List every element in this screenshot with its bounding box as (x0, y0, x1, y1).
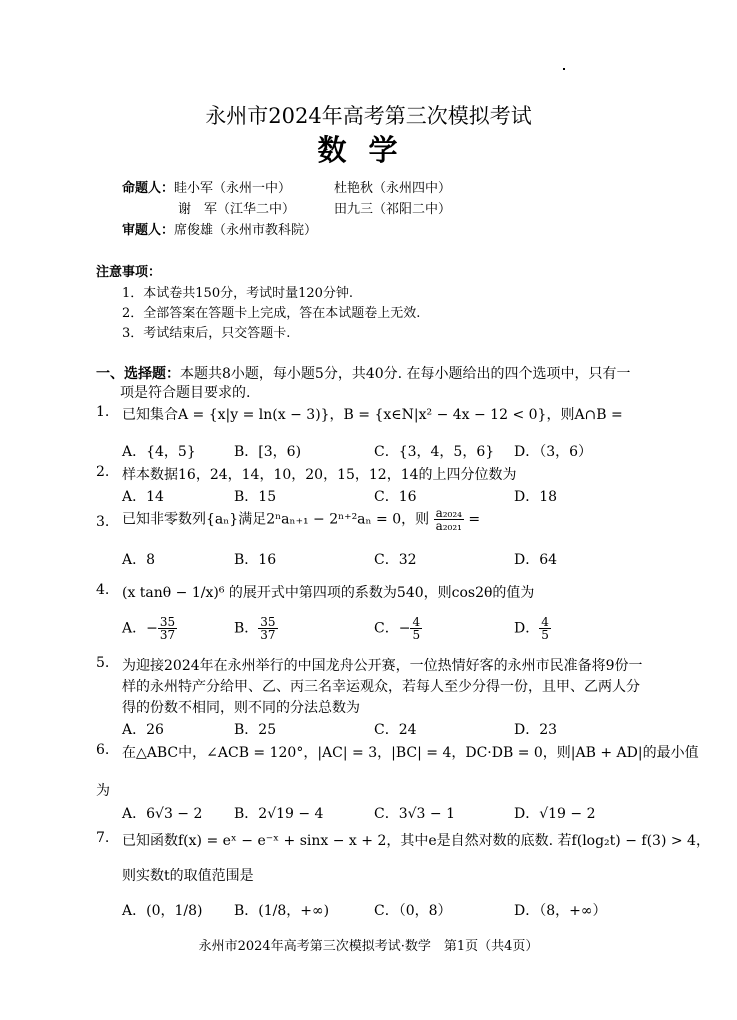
note-item: 1．本试卷共150分，考试时量120分钟. (122, 286, 354, 301)
notes-heading: 注意事项： (96, 265, 162, 280)
option-fraction (539, 616, 551, 641)
question-7-line2: 则实数t的取值范围是 (122, 868, 254, 884)
question-6-text: 在△ABC中，∠ACB = 120°，|AC| = 3，|BC| = 4，DC·DB = 0，则|AB + AD|的最小值 (122, 745, 699, 761)
q3-frac-num: a₂₀₂₄ (435, 506, 462, 520)
question-number: 2. (96, 464, 110, 480)
question-number: 3. (96, 514, 110, 530)
q4-text: 的展开式中第四项的系数为540，则cos2θ的值为 (228, 585, 535, 601)
note-item: 2．全部答案在答题卡上完成，答在本试题卷上无效. (122, 306, 421, 321)
q5-option-c: C．24 (374, 722, 417, 738)
q3-frac-den: a₂₀₂₁ (435, 519, 462, 533)
q3-text: 已知非零数列{aₙ}满足2ⁿaₙ₊₁ − 2ⁿ⁺²aₙ = 0，则 (122, 511, 430, 528)
section-1-text: 本题共8小题，每小题5分，共40分. 在每小题给出的四个选项中，只有一 (180, 366, 631, 382)
reviewer-label: 审题人： (122, 223, 175, 238)
question-2-text: 样本数据16，24，14，10，20，15，12，14的上四分位数为 (122, 467, 517, 483)
q7-option-c: C．（0，8） (374, 903, 452, 919)
q2-option-b: B．15 (234, 489, 277, 505)
q3-tail: = (463, 511, 481, 528)
q5-option-d: D．23 (514, 722, 558, 738)
proposer-3: 谢 军（江华二中） (178, 202, 296, 217)
question-4-text (122, 582, 534, 602)
exam-title: 永州市2024年高考第三次模拟考试 (205, 104, 532, 128)
q3-option-c: C．32 (374, 552, 417, 568)
option-fraction (410, 616, 422, 641)
q5-option-b: B．25 (234, 722, 277, 738)
question-number: 6. (96, 742, 110, 758)
frac-den: 5 (541, 628, 549, 642)
question-number: 1. (96, 404, 110, 420)
proposers-label: 命题人： (122, 181, 175, 196)
frac-num: 4 (541, 615, 549, 629)
page-footer: 永州市2024年高考第三次模拟考试·数学 第1页（共4页） (198, 939, 539, 954)
section-1-text-cont: 项是符合题目要求的. (120, 385, 251, 401)
q3-option-a: A．8 (122, 552, 156, 568)
option-letter: C． (374, 620, 399, 637)
question-number: 7. (96, 830, 110, 846)
frac-num: 35 (260, 615, 276, 629)
reviewer-line (122, 219, 317, 238)
option-sign: − (398, 620, 411, 637)
proposer-4: 田九三（祁阳二中） (334, 202, 452, 217)
frac-num: 4 (412, 615, 421, 629)
proposer-2: 杜艳秋（永州四中） (334, 181, 452, 196)
question-number: 4. (96, 582, 110, 598)
q6-option-b: B．2√19 − 4 (234, 806, 324, 822)
question-5-line3: 得的份数不相同，则不同的分法总数为 (122, 700, 360, 716)
frac-num: 35 (159, 615, 176, 629)
question-1-text: 已知集合A = {x|y = ln(x − 3)}，B = {x∈N|x² − 4x − 12 < 0}，则A∩B = (122, 407, 623, 423)
frac-den: 37 (260, 628, 276, 642)
question-5-line1: 为迎接2024年在永州举行的中国龙舟公开赛，一位热情好客的永州市民准备将9份一 (122, 658, 643, 674)
option-fraction (158, 616, 177, 641)
q4-expression: (x tanθ − 1/x)⁶ (122, 585, 225, 601)
scan-dot (563, 68, 565, 70)
q5-option-a: A．26 (122, 722, 164, 738)
question-3-text (122, 507, 480, 532)
q7-option-d: D．（8，+∞） (514, 903, 607, 919)
option-letter: B． (234, 620, 259, 637)
section-1-label: 一、选择题： (96, 366, 180, 382)
proposer-1: 眭小军（永州一中） (174, 181, 292, 196)
question-number: 5. (96, 655, 110, 671)
q4-option-b (234, 616, 278, 641)
q3-fraction (434, 507, 464, 532)
q2-option-d: D．18 (514, 489, 558, 505)
q1-option-b: B．[3，6) (234, 444, 302, 460)
frac-den: 5 (412, 628, 421, 642)
q1-option-a: A．{4，5} (122, 444, 196, 460)
q7-option-a: A．(0，1/8) (122, 903, 203, 919)
q3-option-d: D．64 (514, 552, 558, 568)
q4-option-c (374, 616, 422, 641)
option-letter: A． (122, 620, 147, 637)
q7-option-b: B．(1/8，+∞) (234, 903, 330, 919)
option-fraction (258, 616, 277, 641)
question-5-line2: 样的永州特产分给甲、乙、丙三名幸运观众，若每人至少分得一份，且甲、乙两人分 (122, 679, 640, 695)
q1-option-c: C．{3，4，5，6} (374, 444, 495, 460)
option-sign: − (146, 620, 158, 637)
section-1-header (96, 363, 631, 383)
frac-den: 37 (159, 628, 176, 642)
q6-option-d: D．√19 − 2 (514, 806, 596, 822)
q3-option-b: B．16 (234, 552, 277, 568)
q6-option-a: A．6√3 − 2 (122, 806, 203, 822)
option-letter: D． (514, 620, 540, 637)
exam-subject: 数学 (317, 133, 420, 167)
q6-option-c: C．3√3 − 1 (374, 806, 455, 822)
q4-option-d (514, 616, 551, 641)
question-7-text: 已知函数f(x) = eˣ − e⁻ˣ + sinx − x + 2，其中e是自然对数的底数. 若f(log₂t) − f(3) > 4， (122, 833, 710, 849)
q1-option-d: D．（3，6） (514, 444, 593, 460)
q2-option-c: C．16 (374, 489, 417, 505)
reviewer: 席俊雄（永州市教科院） (174, 223, 318, 238)
q2-option-a: A．14 (122, 489, 164, 505)
question-6-cont: 为 (96, 783, 110, 799)
note-item: 3．考试结束后，只交答题卡. (122, 326, 291, 341)
authors-block (122, 177, 291, 196)
q4-option-a (122, 616, 177, 641)
